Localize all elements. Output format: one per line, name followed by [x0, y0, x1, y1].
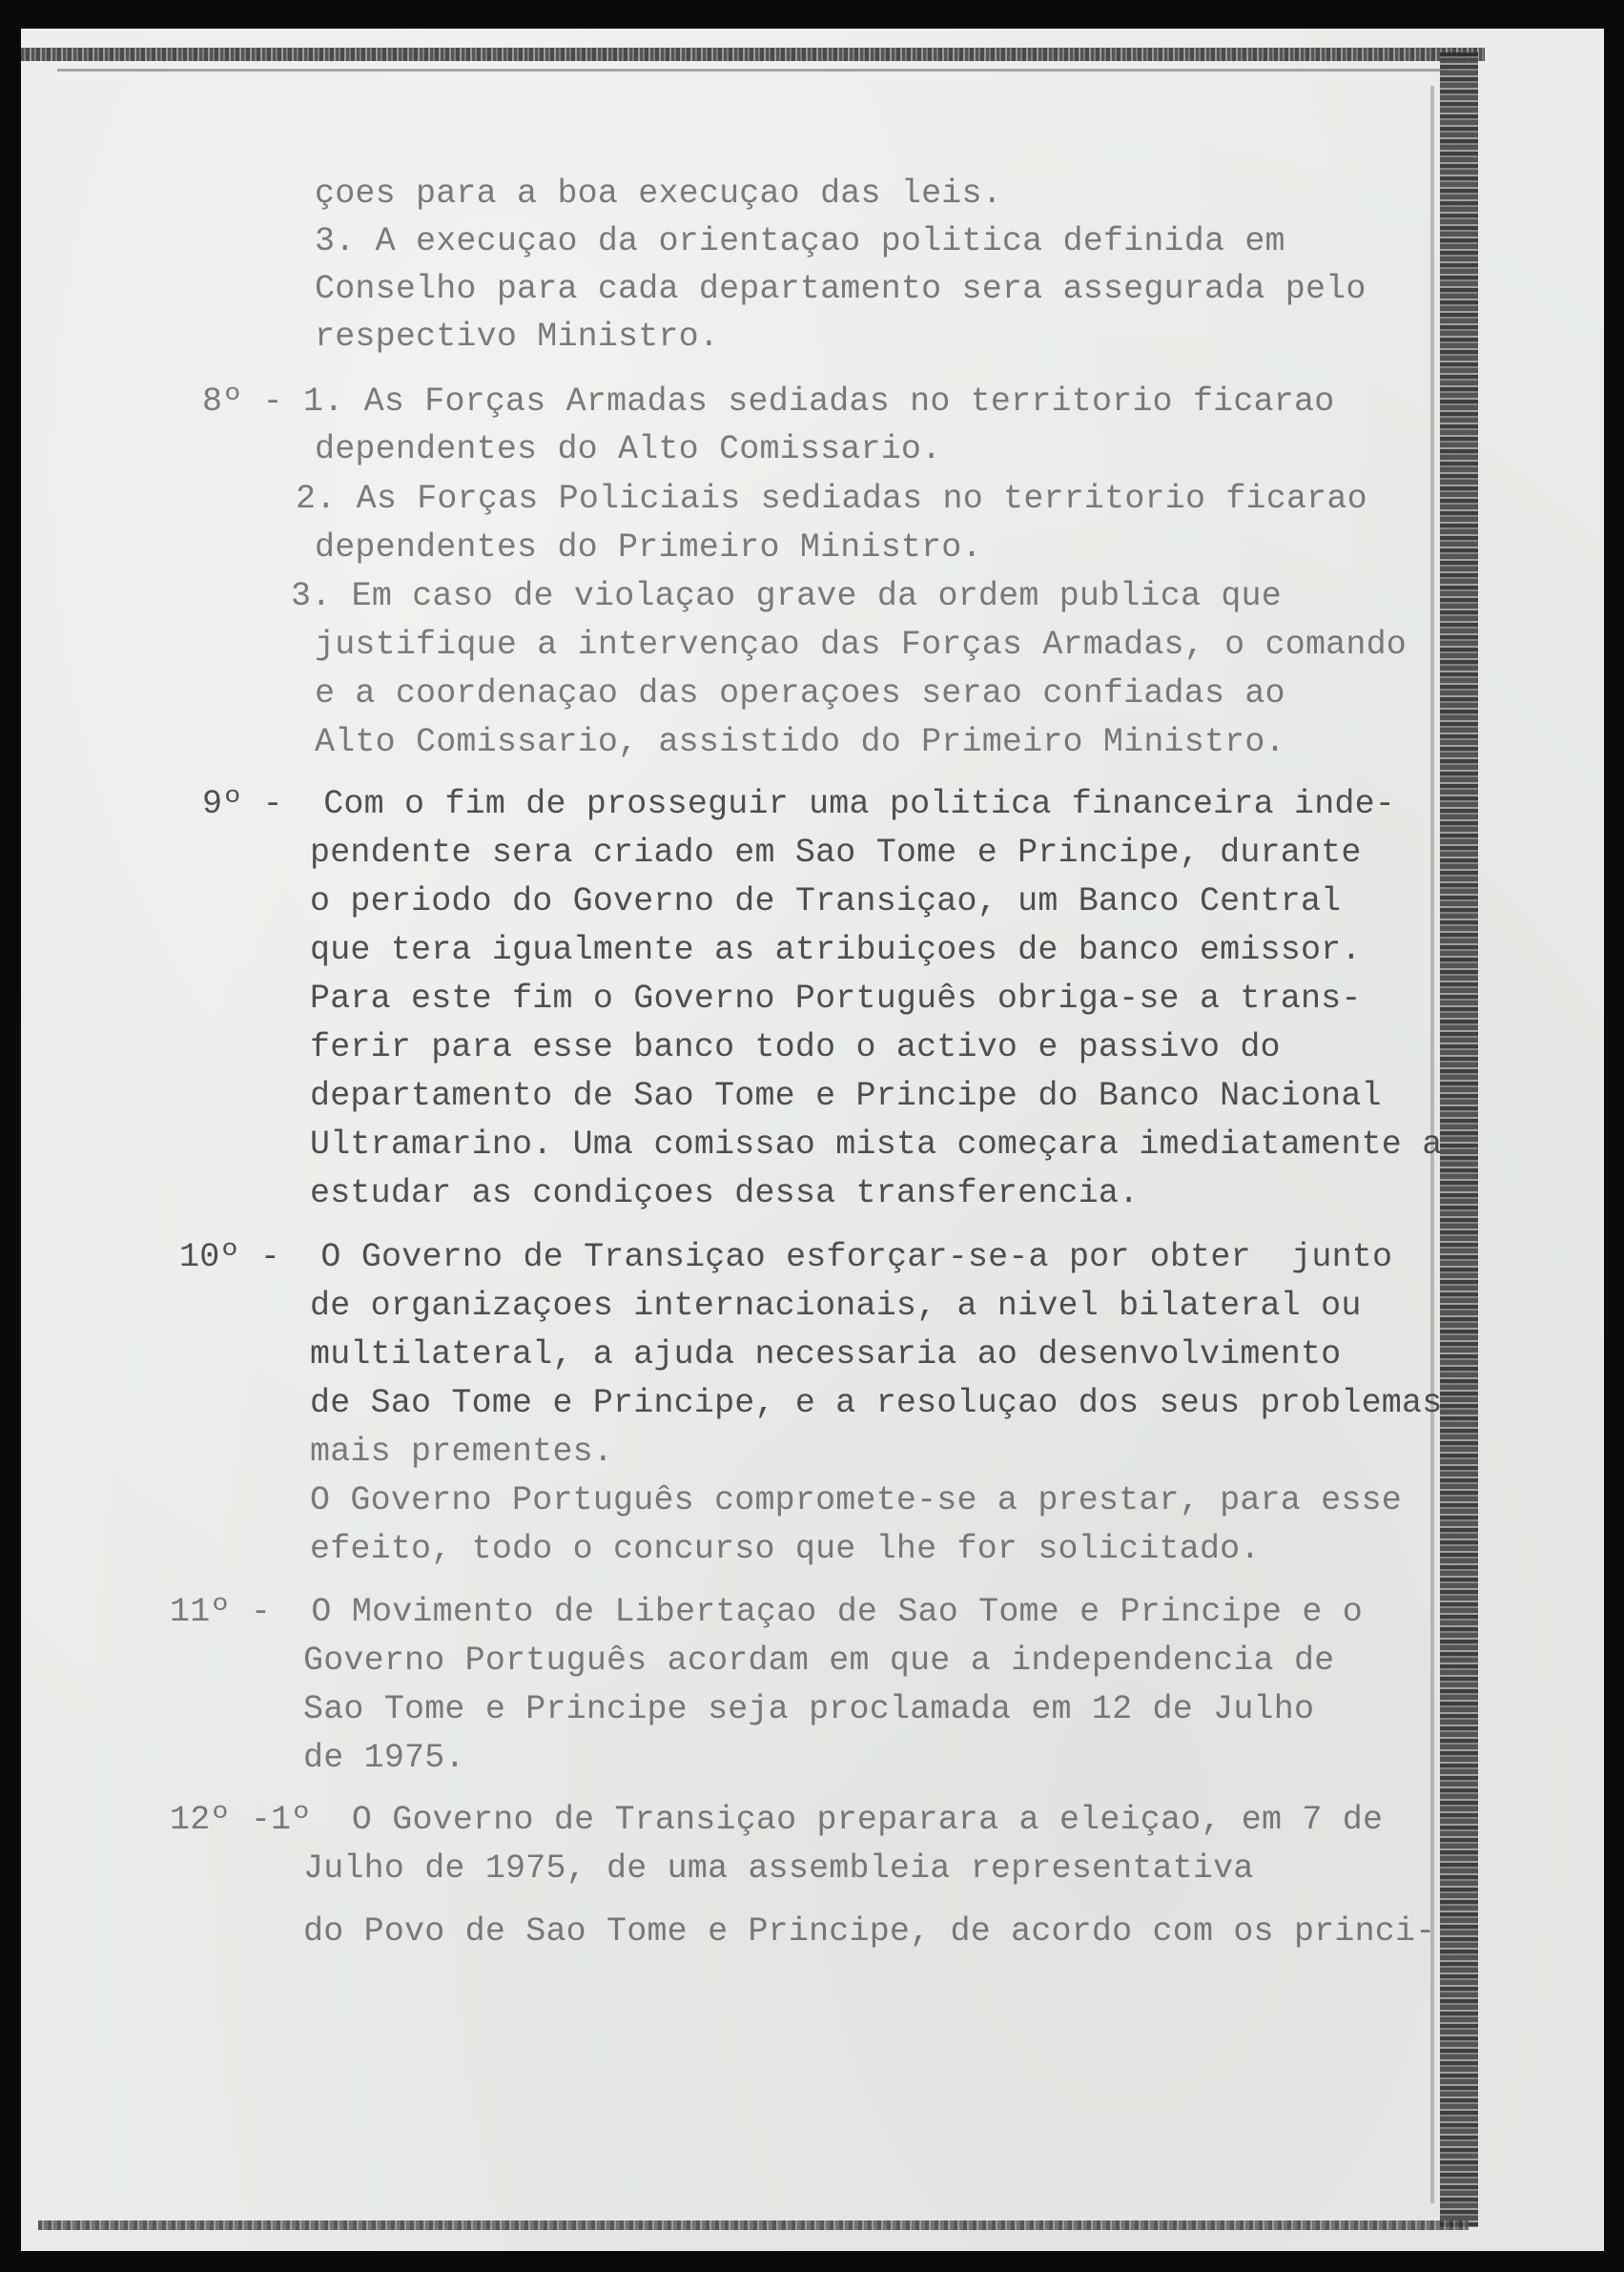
scan-border-bottom: [38, 2220, 1469, 2230]
text-line: 2. As Forças Policiais sediadas no territorio ficarao: [296, 480, 1367, 518]
text-line: efeito, todo o concurso que lhe for solicitado.: [310, 1530, 1261, 1568]
text-line: estudar as condiçoes dessa transferencia.: [310, 1174, 1140, 1212]
text-line: justifique a intervençao das Forças Armadas, o comando: [315, 626, 1407, 664]
text-line: 10º - O Governo de Transiçao esforçar-se-a por obter junto: [179, 1238, 1393, 1276]
text-line: de 1975.: [303, 1739, 465, 1777]
text-line: 3. Em caso de violaçao grave da ordem publica que: [291, 577, 1282, 615]
text-line: departamento de Sao Tome e Principe do Banco Nacional: [310, 1077, 1382, 1115]
text-line: pendente sera criado em Sao Tome e Principe, durante: [310, 834, 1362, 872]
text-line: multilateral, a ajuda necessaria ao desenvolvimento: [310, 1335, 1342, 1374]
scan-border-top-line: [57, 69, 1449, 72]
text-line: Alto Comissario, assistido do Primeiro Ministro.: [315, 723, 1285, 761]
text-line: çoes para a boa execuçao das leis.: [315, 175, 1002, 213]
text-line: Sao Tome e Principe seja proclamada em 12 de Julho: [303, 1690, 1315, 1728]
text-line: Ultramarino. Uma comissao mista começara imediatamente a: [310, 1126, 1443, 1164]
text-line: mais prementes.: [310, 1433, 614, 1471]
text-line: 8º - 1. As Forças Armadas sediadas no territorio ficarao: [202, 382, 1335, 421]
text-line: Para este fim o Governo Português obriga-se a trans-: [310, 980, 1362, 1018]
text-line: de organizaçoes internacionais, a nivel bilateral ou: [310, 1287, 1362, 1325]
scan-border-right: [1440, 52, 1478, 2227]
text-line: O Governo Português compromete-se a prestar, para esse: [310, 1481, 1402, 1519]
text-line: dependentes do Alto Comissario.: [315, 430, 942, 468]
text-line: e a coordenaçao das operaçoes serao confiadas ao: [315, 674, 1285, 713]
text-line: 3. A execuçao da orientaçao politica definida em: [315, 222, 1285, 260]
text-line: o periodo do Governo de Transiçao, um Banco Central: [310, 882, 1342, 920]
text-line: 9º - Com o fim de prosseguir uma politica financeira inde-: [202, 785, 1396, 823]
text-line: ferir para esse banco todo o activo e passivo do: [310, 1028, 1281, 1066]
text-line: que tera igualmente as atribuiçoes de banco emissor.: [310, 931, 1362, 969]
text-line: 11º - O Movimento de Libertaçao de Sao Tome e Principe e o: [170, 1593, 1364, 1631]
text-line: 12º -1º O Governo de Transiçao preparara a eleiçao, em 7 de: [170, 1801, 1384, 1839]
text-line: dependentes do Primeiro Ministro.: [315, 528, 982, 567]
text-line: do Povo de Sao Tome e Principe, de acordo com os princi-: [303, 1912, 1436, 1951]
text-line: de Sao Tome e Principe, e a resoluçao dos seus problemas: [310, 1384, 1443, 1422]
text-line: Governo Português acordam em que a independencia de: [303, 1642, 1335, 1680]
text-line: Conselho para cada departamento sera assegurada pelo: [315, 270, 1367, 308]
text-line: Julho de 1975, de uma assembleia representativa: [303, 1849, 1254, 1888]
text-line: respectivo Ministro.: [315, 318, 720, 356]
scan-border-top: [21, 48, 1485, 61]
